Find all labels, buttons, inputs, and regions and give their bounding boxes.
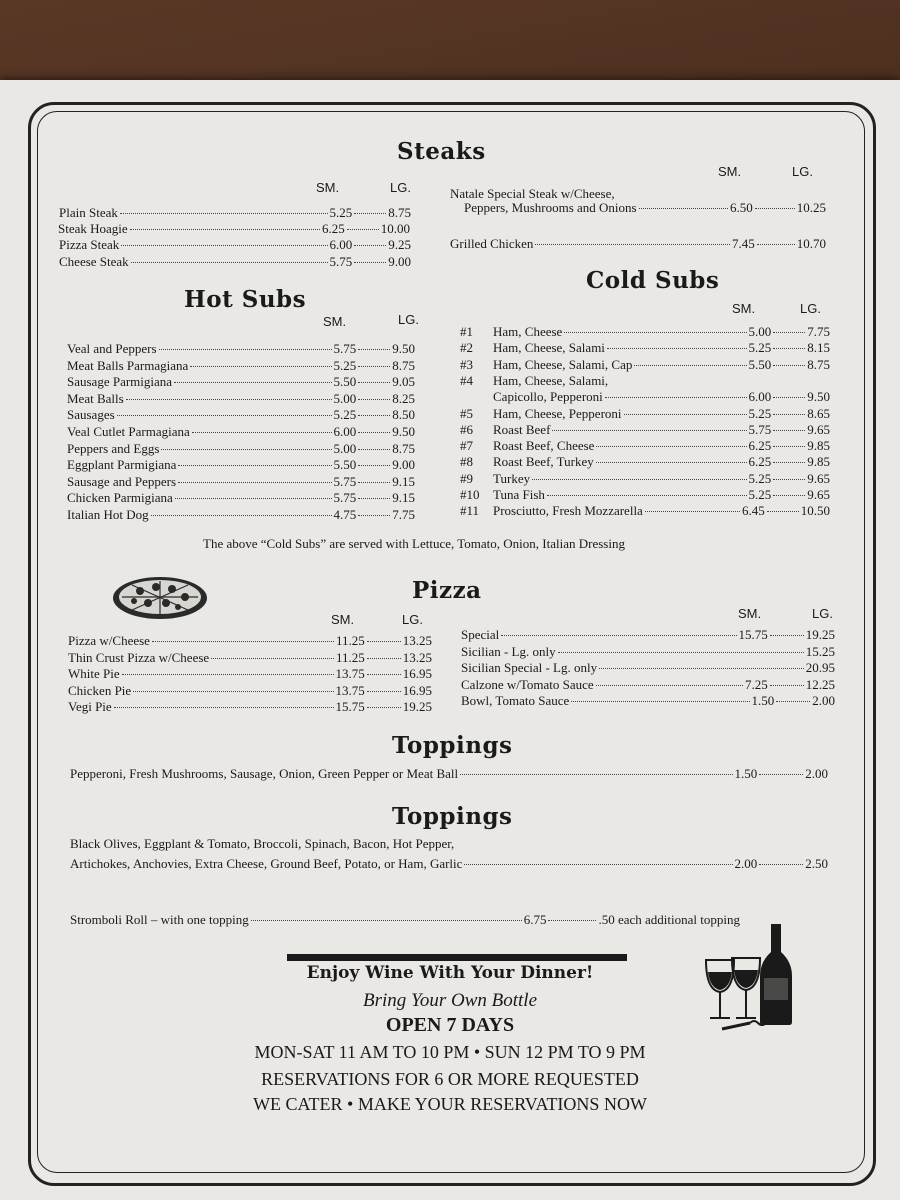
hot-sub-row xyxy=(67,374,415,390)
leader-dots xyxy=(773,397,805,398)
steak-row xyxy=(59,205,411,221)
leader-dots xyxy=(130,229,320,230)
hot-sub-row xyxy=(67,490,415,506)
leader-dots xyxy=(358,415,390,416)
corkscrew-icon xyxy=(720,1015,770,1035)
toppings-1-text: Pepperoni, Fresh Mushrooms, Sausage, Onion, Green Pepper or Meat Ball xyxy=(70,766,459,781)
item-price-lg: 9.25 xyxy=(388,237,411,252)
leader-dots xyxy=(367,674,401,675)
item-price-sm: 5.50 xyxy=(333,457,357,473)
item-name: Thin Crust Pizza w/Cheese xyxy=(68,649,210,665)
leader-dots xyxy=(133,691,333,692)
item-price-sm: 11.25 xyxy=(335,633,365,648)
item-price-lg: 9.65 xyxy=(807,470,830,486)
pizza-left-lg-header: LG. xyxy=(402,612,423,627)
leader-dots xyxy=(367,641,401,642)
steaks-left-lg-header: LG. xyxy=(390,180,411,195)
toppings-1-lg: 2.00 xyxy=(805,766,828,781)
leader-dots xyxy=(178,482,331,483)
cold-sub-row xyxy=(460,422,830,438)
item-price-sm: 5.25 xyxy=(748,405,772,421)
leader-dots xyxy=(639,208,728,209)
item-number: #9 xyxy=(460,470,473,486)
pizza-left-sm-header: SM. xyxy=(331,612,355,627)
item-number: #3 xyxy=(460,356,473,372)
item-price-lg: 9.15 xyxy=(392,490,415,506)
item-price-lg: 13.25 xyxy=(402,633,432,648)
item-price-sm: 5.00 xyxy=(748,324,772,339)
item-price-sm: 15.75 xyxy=(738,627,768,642)
item-name: Sicilian Special - Lg. only xyxy=(461,660,598,675)
leader-dots xyxy=(548,920,596,921)
toppings-2-lg: 2.50 xyxy=(805,856,828,871)
leader-dots xyxy=(120,213,328,214)
item-name: Roast Beef, Turkey xyxy=(493,454,594,470)
special-steak-row xyxy=(464,200,826,216)
item-name: Meat Balls xyxy=(67,390,124,406)
special-steak-line2: Peppers, Mushrooms and Onions xyxy=(464,200,637,215)
item-name: Veal Cutlet Parmagiana xyxy=(67,424,190,439)
item-price-lg: 8.65 xyxy=(807,405,830,421)
leader-dots xyxy=(645,511,740,512)
footer-divider xyxy=(287,954,627,961)
toppings-1-row xyxy=(70,766,828,782)
hot-sub-row xyxy=(67,407,415,423)
item-price-lg: 8.75 xyxy=(392,440,415,456)
item-price-sm: 6.00 xyxy=(329,237,353,252)
item-price-lg: 9.50 xyxy=(807,389,830,405)
leader-dots xyxy=(114,707,334,708)
item-number: #11 xyxy=(460,503,480,519)
special-steak-line1: Natale Special Steak w/Cheese, xyxy=(450,186,615,201)
leader-dots xyxy=(122,674,334,675)
item-name: Italian Hot Dog xyxy=(67,507,149,522)
item-price-lg: 16.95 xyxy=(402,666,432,681)
item-price-lg: 8.50 xyxy=(392,407,415,423)
leader-dots xyxy=(773,462,805,463)
item-price-lg: 7.75 xyxy=(807,324,830,339)
leader-dots xyxy=(759,864,803,865)
steaks-title: Steaks xyxy=(397,138,486,165)
cold-sub-row xyxy=(460,406,830,422)
hot-sub-row xyxy=(67,507,415,523)
item-name: Ham, Cheese, Salami xyxy=(493,340,605,356)
item-price-lg: 9.85 xyxy=(807,454,830,470)
leader-dots xyxy=(358,399,390,400)
item-number: #8 xyxy=(460,454,473,470)
grilled-chicken-sm: 7.45 xyxy=(732,236,755,251)
leader-dots xyxy=(358,432,390,433)
leader-dots xyxy=(607,348,747,349)
special-steak-lg: 10.25 xyxy=(796,200,826,215)
steak-row xyxy=(58,221,410,237)
item-number: #5 xyxy=(460,405,473,421)
item-name: Calzone w/Tomato Sauce xyxy=(461,676,594,692)
toppings-2-row xyxy=(70,856,828,872)
item-price-sm: 11.25 xyxy=(335,649,365,665)
item-price-lg: 9.50 xyxy=(392,424,415,439)
item-price-sm: 5.00 xyxy=(333,390,357,406)
item-price-sm: 5.75 xyxy=(748,421,772,437)
item-price-sm: 5.25 xyxy=(748,487,772,502)
item-name: Capicollo, Pepperoni xyxy=(493,389,603,405)
item-price-lg: 13.25 xyxy=(402,649,432,665)
leader-dots xyxy=(773,365,805,366)
item-name: Pizza w/Cheese xyxy=(68,633,150,648)
leader-dots xyxy=(367,707,401,708)
cold-sub-row xyxy=(460,471,830,487)
stromboli-extra: .50 each additional topping xyxy=(598,912,740,927)
stromboli-name: Stromboli Roll – with one topping xyxy=(70,912,249,927)
leader-dots xyxy=(770,685,804,686)
item-price-sm: 6.45 xyxy=(742,503,765,519)
item-price-lg: 9.50 xyxy=(392,341,415,356)
leader-dots xyxy=(605,397,747,398)
cold-subs-sm-header: SM. xyxy=(732,301,756,316)
leader-dots xyxy=(161,449,331,450)
item-price-sm: 5.00 xyxy=(333,440,357,456)
item-price-lg: 10.00 xyxy=(380,221,410,236)
cold-sub-row xyxy=(460,438,830,454)
item-number: #2 xyxy=(460,340,473,356)
leader-dots xyxy=(358,498,390,499)
item-price-sm: 6.25 xyxy=(748,438,772,454)
item-price-sm: 5.25 xyxy=(329,205,353,220)
leader-dots xyxy=(535,244,730,245)
cold-sub-row xyxy=(460,373,608,389)
item-price-sm: 5.75 xyxy=(333,341,357,356)
item-name: Ham, Cheese xyxy=(493,324,563,339)
item-price-lg: 8.15 xyxy=(807,340,830,356)
item-price-lg: 8.25 xyxy=(392,390,415,406)
leader-dots xyxy=(773,414,805,415)
item-price-sm: 5.50 xyxy=(748,356,772,372)
footer-wine: Enjoy Wine With Your Dinner! xyxy=(306,963,594,983)
item-price-lg: 8.75 xyxy=(807,356,830,372)
leader-dots xyxy=(174,382,331,383)
item-price-lg: 2.00 xyxy=(812,693,835,708)
steaks-left-sm-header: SM. xyxy=(316,180,340,195)
footer-cater: WE CATER • MAKE YOUR RESERVATIONS NOW xyxy=(253,1094,647,1114)
item-price-sm: 13.75 xyxy=(335,666,365,681)
item-name: Cheese Steak xyxy=(59,254,129,269)
item-price-lg: 9.15 xyxy=(392,473,415,489)
leader-dots xyxy=(354,262,386,263)
grilled-chicken-lg: 10.70 xyxy=(796,236,826,251)
leader-dots xyxy=(599,668,804,669)
leader-dots xyxy=(558,652,804,653)
leader-dots xyxy=(773,430,805,431)
item-price-lg: 19.25 xyxy=(805,627,835,642)
item-name: Sicilian - Lg. only xyxy=(461,643,556,659)
hot-sub-row xyxy=(67,474,415,490)
hot-subs-lg-header: LG. xyxy=(398,312,419,327)
leader-dots xyxy=(571,701,749,702)
leader-dots xyxy=(759,774,803,775)
leader-dots xyxy=(464,864,732,865)
item-price-lg: 9.00 xyxy=(392,457,415,473)
item-price-lg: 19.25 xyxy=(402,699,432,714)
item-name: Special xyxy=(461,627,500,642)
item-name: Chicken Parmigiana xyxy=(67,490,173,506)
pizza-row xyxy=(461,677,835,693)
cold-sub-row xyxy=(460,324,830,340)
leader-dots xyxy=(347,229,379,230)
item-price-lg: 12.25 xyxy=(805,676,835,692)
leader-dots xyxy=(634,365,746,366)
item-price-lg: 8.75 xyxy=(392,357,415,373)
stromboli-row xyxy=(70,912,740,928)
cold-sub-row xyxy=(460,389,830,405)
steaks-right-lg-header: LG. xyxy=(792,164,813,179)
pizza-row xyxy=(461,660,835,676)
toppings-title-1: Toppings xyxy=(392,732,513,759)
item-name: Roast Beef, Cheese xyxy=(493,438,595,454)
item-price-sm: 5.75 xyxy=(333,473,357,489)
item-price-lg: 16.95 xyxy=(402,682,432,698)
leader-dots xyxy=(358,366,390,367)
leader-dots xyxy=(532,479,746,480)
item-price-sm: 4.75 xyxy=(333,507,357,522)
item-price-lg: 20.95 xyxy=(805,660,835,675)
toppings-title-2: Toppings xyxy=(392,803,513,830)
item-price-sm: 6.25 xyxy=(322,221,345,236)
item-price-lg: 8.75 xyxy=(388,205,411,220)
item-number: #6 xyxy=(460,421,473,437)
leader-dots xyxy=(773,479,805,480)
item-name: Peppers and Eggs xyxy=(67,440,160,456)
item-price-lg: 9.65 xyxy=(807,487,830,502)
leader-dots xyxy=(190,366,331,367)
cold-subs-title: Cold Subs xyxy=(586,267,720,294)
cold-subs-note: The above “Cold Subs” are served with Lettuce, Tomato, Onion, Italian Dressing xyxy=(203,536,625,551)
item-name: Steak Hoagie xyxy=(58,221,128,236)
footer-hours: MON-SAT 11 AM TO 10 PM • SUN 12 PM TO 9 PM xyxy=(254,1042,646,1062)
item-price-sm: 6.25 xyxy=(748,454,772,470)
item-price-lg: 9.05 xyxy=(392,374,415,390)
item-price-lg: 9.00 xyxy=(388,254,411,269)
leader-dots xyxy=(152,641,334,642)
item-price-lg: 9.65 xyxy=(807,421,830,437)
item-name: Sausage Parmigiana xyxy=(67,374,173,390)
footer-byob: Bring Your Own Bottle xyxy=(362,990,537,1011)
leader-dots xyxy=(121,245,327,246)
leader-dots xyxy=(596,685,743,686)
grilled-chicken-name: Grilled Chicken xyxy=(450,236,534,251)
steak-row xyxy=(59,237,411,253)
pizza-title: Pizza xyxy=(412,577,482,604)
item-name: Ham, Cheese, Salami, xyxy=(493,372,609,388)
pizza-row xyxy=(461,644,835,660)
hot-sub-row xyxy=(67,441,415,457)
pizza-row xyxy=(68,683,432,699)
leader-dots xyxy=(358,482,390,483)
pizza-row xyxy=(68,699,432,715)
leader-dots xyxy=(358,349,390,350)
steak-row xyxy=(59,254,411,270)
hot-sub-row xyxy=(67,358,415,374)
toppings-1-sm: 1.50 xyxy=(734,766,758,781)
cold-subs-lg-header: LG. xyxy=(800,301,821,316)
pizza-row xyxy=(461,693,835,709)
item-name: Veal and Peppers xyxy=(67,341,157,356)
hot-subs-sm-header: SM. xyxy=(323,314,347,329)
leader-dots xyxy=(755,208,795,209)
leader-dots xyxy=(358,382,390,383)
pizza-row xyxy=(68,650,432,666)
leader-dots xyxy=(767,511,799,512)
footer-open: OPEN 7 DAYS xyxy=(385,1014,515,1036)
leader-dots xyxy=(358,465,390,466)
leader-dots xyxy=(126,399,332,400)
item-name: Pizza Steak xyxy=(59,237,120,252)
leader-dots xyxy=(211,658,334,659)
leader-dots xyxy=(776,701,810,702)
pizza-row xyxy=(461,627,835,643)
leader-dots xyxy=(564,332,746,333)
item-name: Chicken Pie xyxy=(68,682,132,698)
toppings-2-line1: Black Olives, Eggplant & Tomato, Broccoli, Spinach, Bacon, Hot Pepper, xyxy=(70,836,455,851)
item-name: Tuna Fish xyxy=(493,487,545,502)
leader-dots xyxy=(757,244,795,245)
leader-dots xyxy=(117,415,332,416)
hot-sub-row xyxy=(67,424,415,440)
item-price-sm: 1.50 xyxy=(751,693,775,708)
item-name: Ham, Cheese, Pepperoni xyxy=(493,405,622,421)
leader-dots xyxy=(175,498,332,499)
cold-sub-row xyxy=(460,454,830,470)
item-price-sm: 5.50 xyxy=(333,374,357,390)
hot-sub-row xyxy=(67,457,415,473)
footer-reservations: RESERVATIONS FOR 6 OR MORE REQUESTED xyxy=(261,1069,639,1089)
item-price-lg: 10.50 xyxy=(800,503,830,519)
item-number: #7 xyxy=(460,438,473,454)
item-name: Ham, Cheese, Salami, Cap xyxy=(493,356,633,372)
wine-bottle-icon xyxy=(758,922,794,1026)
leader-dots xyxy=(501,635,736,636)
item-name: Eggplant Parmigiana xyxy=(67,457,177,473)
item-price-sm: 6.00 xyxy=(748,389,772,405)
leader-dots xyxy=(151,515,332,516)
item-name: Roast Beef xyxy=(493,421,551,437)
item-price-lg: 15.25 xyxy=(805,643,835,659)
hot-subs-title: Hot Subs xyxy=(184,286,307,313)
cold-sub-row xyxy=(460,503,830,519)
item-price-sm: 5.25 xyxy=(748,470,772,486)
leader-dots xyxy=(596,446,746,447)
leader-dots xyxy=(358,449,390,450)
leader-dots xyxy=(773,332,805,333)
toppings-2-line2: Artichokes, Anchovies, Extra Cheese, Ground Beef, Potato, or Ham, Garlic xyxy=(70,856,463,871)
pizza-right-sm-header: SM. xyxy=(738,606,762,621)
leader-dots xyxy=(624,414,747,415)
leader-dots xyxy=(354,245,386,246)
leader-dots xyxy=(547,495,747,496)
item-name: Sausage and Peppers xyxy=(67,473,177,489)
item-name: Prosciutto, Fresh Mozzarella xyxy=(493,503,643,519)
pizza-row xyxy=(68,633,432,649)
grilled-chicken-row xyxy=(450,236,826,252)
cold-sub-row xyxy=(460,340,830,356)
cold-sub-row xyxy=(460,357,830,373)
item-price-sm: 5.25 xyxy=(333,407,357,423)
pizza-row xyxy=(68,666,432,682)
item-number: #10 xyxy=(460,487,480,502)
item-name: Turkey xyxy=(493,470,531,486)
item-price-sm: 5.75 xyxy=(333,490,357,506)
item-price-lg: 7.75 xyxy=(392,507,415,522)
item-name: Bowl, Tomato Sauce xyxy=(461,693,570,708)
item-price-sm: 6.00 xyxy=(333,424,357,439)
leader-dots xyxy=(773,446,805,447)
leader-dots xyxy=(131,262,328,263)
leader-dots xyxy=(354,213,386,214)
leader-dots xyxy=(596,462,747,463)
item-price-sm: 15.75 xyxy=(335,699,365,714)
leader-dots xyxy=(460,774,732,775)
leader-dots xyxy=(367,691,401,692)
item-name: Meat Balls Parmagiana xyxy=(67,357,189,373)
item-price-sm: 13.75 xyxy=(335,682,365,698)
special-steak-sm: 6.50 xyxy=(730,200,753,215)
toppings-2-sm: 2.00 xyxy=(734,856,758,871)
leader-dots xyxy=(770,635,804,636)
item-name: Sausages xyxy=(67,407,115,423)
leader-dots xyxy=(192,432,332,433)
leader-dots xyxy=(159,349,332,350)
pizza-icon xyxy=(110,573,210,623)
pizza-right-lg-header: LG. xyxy=(812,606,833,621)
item-name: Plain Steak xyxy=(59,205,118,220)
steaks-right-sm-header: SM. xyxy=(718,164,742,179)
leader-dots xyxy=(552,430,746,431)
cold-sub-row xyxy=(460,487,830,503)
stromboli-price: 6.75 xyxy=(523,912,547,927)
leader-dots xyxy=(773,348,805,349)
item-price-lg: 9.85 xyxy=(807,438,830,454)
item-name: White Pie xyxy=(68,666,120,681)
leader-dots xyxy=(251,920,522,921)
item-number: #4 xyxy=(460,372,473,388)
leader-dots xyxy=(178,465,331,466)
item-price-sm: 7.25 xyxy=(745,676,768,692)
leader-dots xyxy=(773,495,805,496)
hot-sub-row xyxy=(67,341,415,357)
leader-dots xyxy=(367,658,401,659)
item-price-sm: 5.75 xyxy=(329,254,353,269)
hot-sub-row xyxy=(67,391,415,407)
leader-dots xyxy=(358,515,390,516)
item-price-sm: 5.25 xyxy=(748,340,772,356)
item-name: Vegi Pie xyxy=(68,699,112,714)
item-number: #1 xyxy=(460,324,473,339)
item-price-sm: 5.25 xyxy=(333,357,357,373)
